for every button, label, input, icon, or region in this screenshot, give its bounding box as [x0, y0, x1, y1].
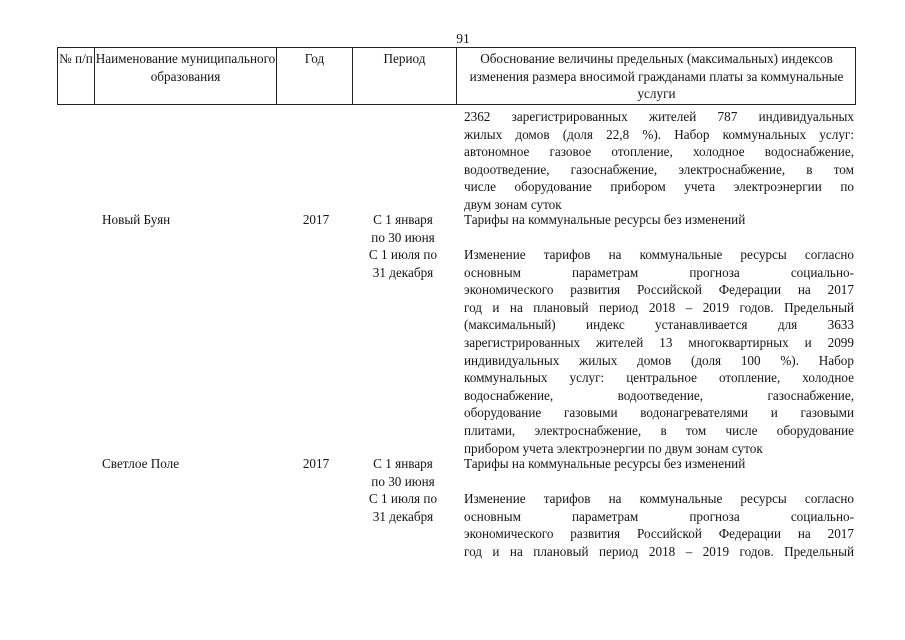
text-line: оборудование газовыми водонагревателями и газовыми: [464, 405, 854, 421]
row-basis-tariff-change: [464, 490, 854, 560]
row-year: 2017: [302, 212, 330, 227]
text-line: индивидуальных жилых домов (доля 100 %). Набор: [464, 352, 854, 368]
period-line: 31 декабря: [372, 508, 434, 524]
row-period-second-half: [355, 490, 451, 525]
row-period-first-half: [355, 455, 451, 490]
row-year: 2017: [302, 456, 330, 471]
text-line: (максимальный) индекс устанавливается для 3633: [464, 317, 854, 333]
text-line: автономное газовое отопление, холодное водоснабжение,: [464, 144, 854, 160]
text-line: водоотведение, газоснабжение, электроснабжение, в том: [464, 161, 854, 177]
period-line: С 1 июля по: [368, 491, 438, 506]
text-line: экономического развития Российской Федерации на 2017: [464, 526, 854, 542]
header-basis: Обоснование величины предельных (максимальных) индексов изменения размера вносимой гражданами платы за коммунальные услуги: [456, 48, 856, 104]
period-line: по 30 июня: [371, 229, 435, 245]
text-line: прибором учета электроэнергии по двум зонам суток: [464, 440, 763, 456]
text-line: зарегистрированных жителей 13 многоквартирных и 2099: [464, 334, 854, 350]
text-line: плитами, электроснабжение, в том числе оборудование: [464, 422, 854, 438]
row-period-second-half: [355, 246, 451, 281]
period-line: С 1 января: [373, 212, 433, 227]
text-line: год и на плановый период 2018 – 2019 годов. Предельный: [464, 299, 854, 315]
row-name: Новый Буян: [102, 212, 171, 227]
table-header: [57, 47, 856, 105]
period-line: С 1 января: [373, 456, 433, 471]
text-line: Изменение тарифов на коммунальные ресурсы согласно: [464, 247, 854, 262]
text-line: коммунальных услуг: центральное отопление, холодное: [464, 370, 854, 386]
row-basis-no-change: Тарифы на коммунальные ресурсы без изменений: [464, 212, 746, 227]
row-basis-tariff-change: [464, 246, 854, 457]
header-name: Наименование муниципального образования: [94, 48, 276, 104]
period-line: 31 декабря: [372, 264, 434, 280]
text-line: 2362 зарегистрированных жителей 787 индивидуальных: [464, 109, 854, 124]
period-line: С 1 июля по: [368, 247, 438, 262]
text-line: водоснабжение, водоотведение, газоснабжение,: [464, 387, 854, 403]
text-line: числе оборудование прибором учета электроэнергии по: [464, 179, 854, 195]
text-line: Изменение тарифов на коммунальные ресурсы согласно: [464, 491, 854, 506]
text-line: основным параметрам прогноза социально-: [464, 508, 854, 524]
header-year: Год: [276, 48, 352, 104]
continued-basis-text: [464, 108, 854, 214]
text-line: жилых домов (доля 22,8 %). Набор коммунальных услуг:: [464, 126, 854, 142]
text-line: основным параметрам прогноза социально-: [464, 264, 854, 280]
text-line: двум зонам суток: [464, 196, 562, 212]
header-num: № п/п: [59, 51, 93, 66]
header-period: Период: [352, 48, 456, 104]
text-line: экономического развития Российской Федерации на 2017: [464, 282, 854, 298]
row-basis-no-change: Тарифы на коммунальные ресурсы без изменений: [464, 456, 746, 471]
row-name: Светлое Поле: [102, 456, 180, 471]
row-period-first-half: [355, 211, 451, 246]
text-line: год и на плановый период 2018 – 2019 годов. Предельный: [464, 543, 854, 559]
page-number: 91: [456, 31, 470, 46]
period-line: по 30 июня: [371, 473, 435, 489]
